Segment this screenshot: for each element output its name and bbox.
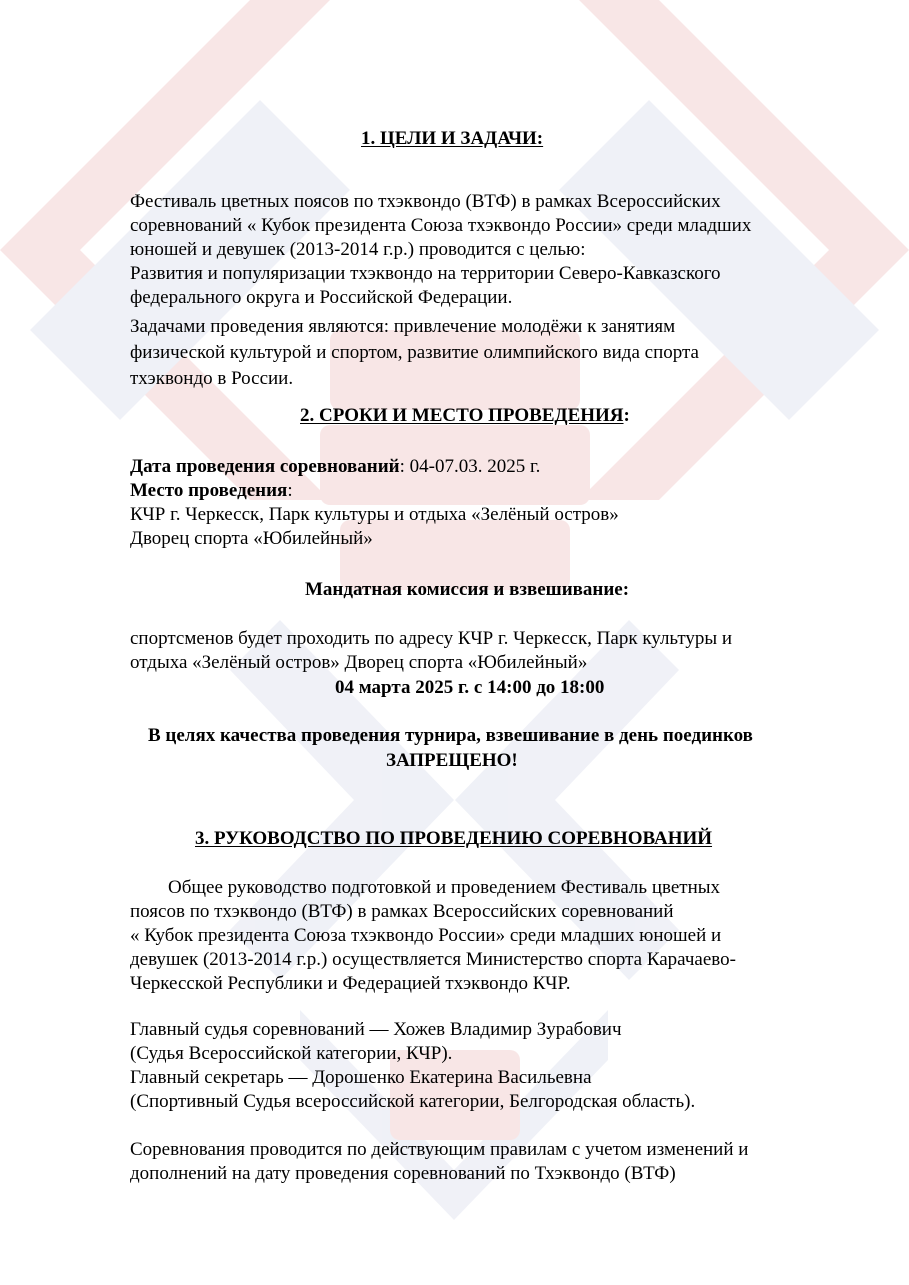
rules-line: Соревнования проводится по действующим правилам с учетом изменений и (130, 1139, 749, 1160)
judge-line: (Спортивный Судья всероссийской категории, Белгородская область). (130, 1091, 696, 1112)
section3-line: « Кубок президента Союза тхэквондо России» среди младших юношей и (130, 925, 722, 946)
section3-line: поясов по тхэквондо (ВТФ) в рамках Всероссийских соревнований (130, 901, 674, 922)
section1-heading: 1. ЦЕЛИ И ЗАДАЧИ: (361, 128, 544, 149)
commission-line: отдыха «Зелёный остров» Дворец спорта «Юбилейный» (130, 652, 588, 673)
warning-line: В целях качества проведения турнира, взвешивание в день поединков (148, 725, 753, 746)
place-label: Место проведения (130, 480, 288, 501)
rules-line: дополнений на дату проведения соревнований по Тхэквондо (ВТФ) (130, 1163, 676, 1184)
section3-line: Черкесской Республики и Федерацией тхэквондо КЧР. (130, 973, 571, 994)
judge-line: Главный судья соревнований — Хожев Владимир Зурабович (130, 1019, 622, 1040)
section2-heading-row (300, 404, 630, 427)
judge-line: (Судья Всероссийской категории, КЧР). (130, 1043, 453, 1064)
section1-line: физической культурой и спортом, развитие олимпийского вида спорта (130, 342, 699, 363)
section1-line: федерального округа и Российской Федерации. (130, 287, 513, 308)
section1-line: соревнований « Кубок президента Союза тхэквондо России» среди младших (130, 215, 752, 236)
section1-line: Задачами проведения являются: привлечение молодёжи к занятиям (130, 316, 676, 337)
section1-line: Развития и популяризации тхэквондо на территории Северо-Кавказского (130, 263, 721, 284)
warning-line: ЗАПРЕЩЕНО! (386, 750, 518, 771)
section2-heading: 2. СРОКИ И МЕСТО ПРОВЕДЕНИЯ (300, 405, 624, 426)
section2-heading-suffix: : (623, 405, 630, 426)
place-row (130, 479, 293, 502)
date-row (130, 455, 540, 478)
commission-time: 04 марта 2025 г. с 14:00 до 18:00 (335, 677, 605, 698)
date-value: : 04-07.03. 2025 г. (399, 456, 541, 477)
section1-line: тхэквондо в России. (130, 368, 294, 389)
place-line: Дворец спорта «Юбилейный» (130, 528, 373, 549)
section3-line: Общее руководство подготовкой и проведением Фестиваль цветных (130, 877, 721, 898)
judge-line: Главный секретарь — Дорошенко Екатерина Васильевна (130, 1067, 592, 1088)
place-colon: : (287, 480, 293, 501)
commission-heading: Мандатная комиссия и взвешивание: (305, 579, 630, 600)
section3-line: девушек (2013-2014 г.р.) осуществляется Министерство спорта Карачаево- (130, 949, 736, 970)
commission-line: спортсменов будет проходить по адресу КЧР г. Черкесск, Парк культуры и (130, 628, 733, 649)
section3-heading: 3. РУКОВОДСТВО ПО ПРОВЕДЕНИЮ СОРЕВНОВАНИЙ (195, 828, 713, 849)
date-label: Дата проведения соревнований (130, 456, 400, 477)
section1-line: юношей и девушек (2013-2014 г.р.) проводится с целью: (130, 239, 586, 260)
place-line: КЧР г. Черкесск, Парк культуры и отдыха «Зелёный остров» (130, 504, 619, 525)
section1-line: Фестиваль цветных поясов по тхэквондо (ВТФ) в рамках Всероссийских (130, 191, 721, 212)
